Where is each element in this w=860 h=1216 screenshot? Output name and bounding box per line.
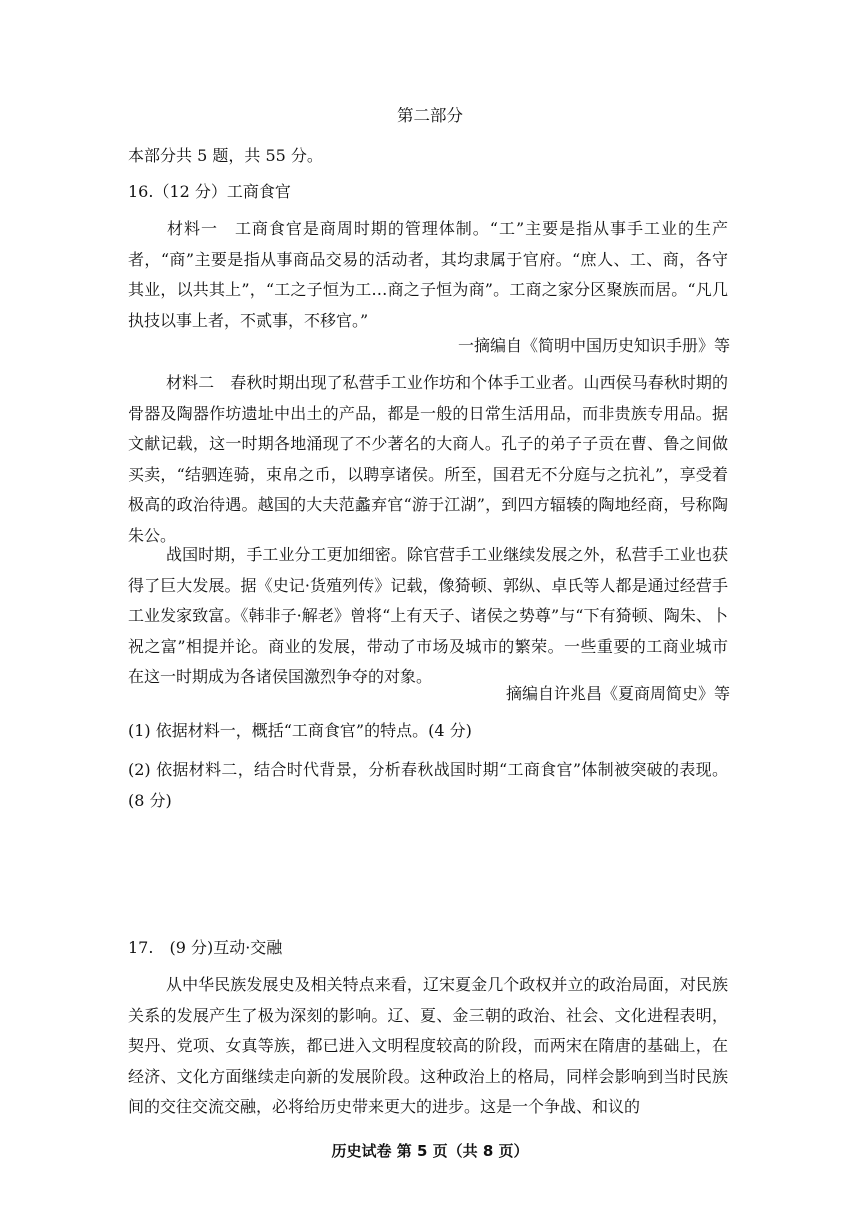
question-16-heading: 16.（12 分）工商食官: [128, 182, 291, 201]
q16-subquestion-1: [128, 716, 728, 747]
q17-material-text: 从中华民族发展史及相关特点来看，辽宋夏金几个政权并立的政治局面，对民族关系的发展产生了极为深刻的影响。辽、夏、金三朝的政治、社会、文化进程表明，契丹、党项、女真等族，都已进入文明程度较高的阶段，而两宋在隋唐的基础上，在经济、文化方面继续走向新的发展阶段。这种政治上的格局，同样会影响到当时民族间的交往交流交融，必将给历史带来更大的进步。这是一个争战、和议的: [128, 975, 728, 1116]
q16-subquestion-1-text: (1) 依据材料一，概括“工商食官”的特点。(4 分): [128, 721, 472, 740]
part-title: 第二部分: [397, 106, 463, 125]
q16-subquestion-2-text: (2) 依据材料二，结合时代背景，分析春秋战国时期“工商食官”体制被突破的表现。(8 分): [128, 760, 728, 810]
page-footer: 历史试卷 第 5 页（共 8 页）: [331, 1142, 529, 1160]
q16-material-2-continued-text: 战国时期，手工业分工更加细密。除官营手工业继续发展之外，私营手工业也获得了巨大发展。据《史记·货殖列传》记载，像猗顿、郭纵、卓氏等人都是通过经营手工业发家致富。《韩非子·解老》曾将“上有天子、诸侯之势尊”与“下有猗顿、陶朱、卜祝之富”相提并论。商业的发展，带动了市场及城市的繁荣。一些重要的工商业城市在这一时期成为各诸侯国激烈争夺的对象。: [128, 545, 728, 686]
q16-material-1: [128, 214, 728, 336]
q16-subquestion-2: [128, 755, 728, 816]
part-intro: 本部分共 5 题，共 55 分。: [128, 146, 323, 165]
q16-material-2-text: 材料二 春秋时期出现了私营手工业作坊和个体手工业者。山西侯马春秋时期的骨器及陶器作坊遗址中出土的产品，都是一般的日常生活用品，而非贵族专用品。据文献记载，这一时期各地涌现了不少著名的大商人。孔子的弟子子贡在曹、鲁之间做买卖，“结驷连骑，束帛之币，以聘享诸侯。所至，国君无不分庭与之抗礼”，享受着极高的政治待遇。越国的大夫范蠡弃官“游于江湖”，到四方辐辏的陶地经商，号称陶朱公。: [128, 373, 728, 545]
q16-material-1-text: 材料一 工商食官是商周时期的管理体制。“工”主要是指从事手工业的生产者，“商”主要是指从事商品交易的活动者，其均隶属于官府。“庶人、工、商，各守其业，以共其上”，“工之子恒为工…商之子恒为商”。工商之家分区聚族而居。“凡几执技以事上者，不贰事，不移官。”: [128, 219, 728, 330]
q16-source-1: 一摘编自《简明中国历史知识手册》等: [457, 336, 730, 355]
q16-material-2: [128, 368, 728, 551]
question-17-heading: 17. (9 分)互动·交融: [128, 938, 283, 957]
q17-material: [128, 970, 728, 1123]
q16-source-2: 摘编自许兆昌《夏商周简史》等: [505, 684, 730, 703]
q16-material-2-continued: [128, 540, 728, 693]
